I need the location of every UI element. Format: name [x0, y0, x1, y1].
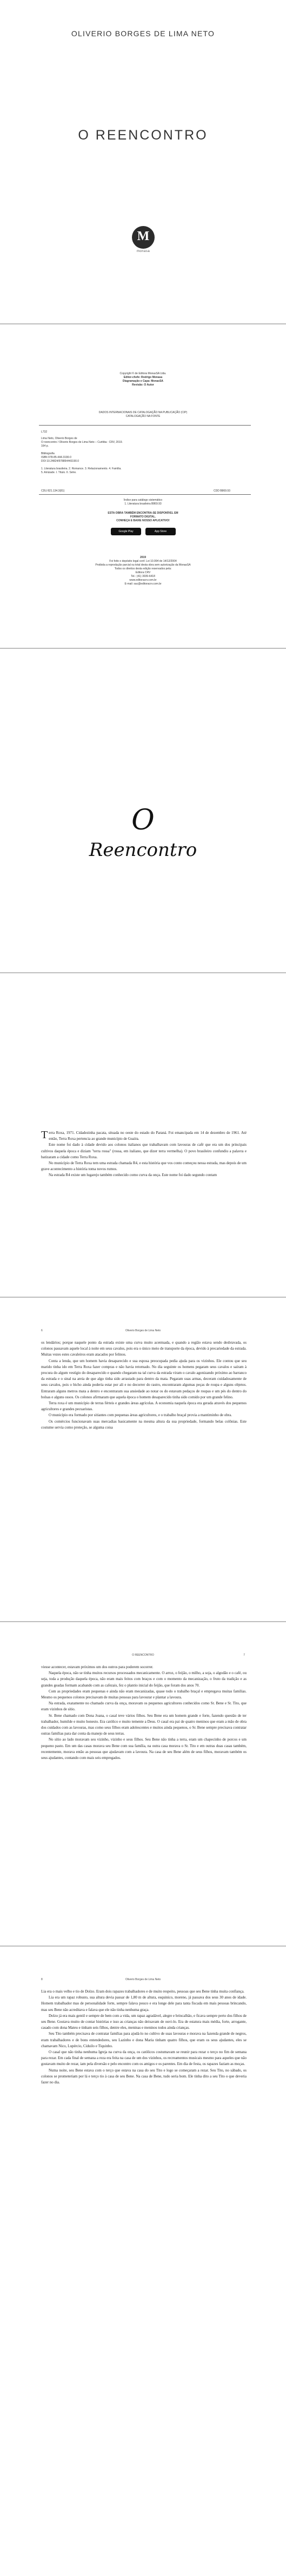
- app-store-badge[interactable]: App Store: [145, 528, 176, 535]
- credits-block: [0, 372, 286, 387]
- header-author: Oliverio Borges de Lima Neto: [125, 1978, 161, 1981]
- imprint-line: Tel.: (41) 3039-6418: [131, 575, 155, 578]
- publisher-logo-icon: [132, 226, 155, 249]
- catalog-line: [41, 463, 247, 467]
- chapter-body: [41, 1130, 247, 1179]
- paragraph-text: erra Roxa, 1971. Cidadezinha pacata, situada no oeste do estado do Paraná. Foi emancipada em 14 de dezembro de 1961. Até então, Terra Roxa pertencia ao grande município de Guaíra.: [49, 1131, 247, 1141]
- header-title: O REENCONTRO: [132, 1654, 154, 1657]
- credit-line: Copyright © de Editora MonasSA Ltda.: [119, 372, 167, 375]
- index-line: 1. Literatura brasileira B869.93: [124, 502, 162, 506]
- paragraph: [41, 1130, 247, 1142]
- logo-letter: M: [137, 229, 150, 243]
- copyright-page: [0, 324, 286, 648]
- catalog-line: 1. Literatura brasileira. 2. Romance. 3. Relacionamento. 4. Família.: [41, 467, 122, 470]
- page-number: 6: [41, 1329, 43, 1332]
- imprint-block: [0, 556, 286, 586]
- imprint-line: Todos os direitos desta edição reservados pela:: [114, 567, 172, 570]
- ebook-line: CONHEÇA E BAIXE NOSSO APLICATIVO!: [116, 519, 170, 522]
- paragraph: viesse acontecer, estavam próximos um dos outros para poderem socorrer.: [41, 1665, 154, 1669]
- ebook-line: ESTA OBRA TAMBÉM ENCONTRA-SE DISPONÍVEL EM: [108, 512, 178, 515]
- paragraph: O casal que não tinha nenhuma Igreja na curva da onça, os católicos costumavam se reunir para rezar o terço no fim de semana para rezar. Em cada final de semana a reza era feita na casa de um dos vizinhos, os recreamentos musicais mesmo para aqueles que não gostavam muito de rezar, iam pela diversão e pelo encontro com os amigos e os parentes. Em dia de festa, os rapazes faziam as moças.: [41, 2050, 247, 2067]
- paragraph: Com as propriedades eram pequenas e ainda não eram mecanizadas, quase todo o trabalho braçal e empregava muitas famílias. Mesmo os pequenos colonos precisavam de muitas pessoas para lavourar e plantar a lavoura.: [41, 1689, 247, 1700]
- page-number: 7: [243, 1654, 245, 1657]
- paragraph: Na estrada, exatamente no chamado curva da onça, moravam os pequenos agricultores conhecidos como Sr. Bene e Sr. Tito, que eram vizinhos de sítio.: [41, 1701, 247, 1712]
- paragraph: Os comércios funcionavam suas mercadias basicamente na mesma altura da sua propriedade, formando belas colônias. Este costume servia como proteção, se alguma coisa: [41, 1419, 247, 1430]
- catalog-line: 164 p.: [41, 444, 49, 448]
- page-body: [41, 1989, 247, 2086]
- paragraph: Terra roxa é um município de terras férteis e grandes áreas agrícolas. A economia naquela época era gerada através dos pequenos agricultores e grandes pecuaristas.: [41, 1401, 247, 1412]
- paragraph: Numa noite, seu Bene estava com o terço que estava na casa do seu Tito e logo se começaram a rezar. Seu Tito, no sábado, os colonos se prometeriam por lá e terço tio à casa de seu Bene. Na casa de Bene, tudo seria bom. Ele tinha dito a seu Tito o que deveria fazer no dia.: [41, 2068, 247, 2085]
- catalog-body: [41, 437, 247, 475]
- text-page: [0, 1947, 286, 2576]
- page-body: [41, 1340, 247, 1431]
- page-number: 8: [41, 1978, 43, 1981]
- catalog-heading: [0, 411, 286, 419]
- publisher-logo-text: monasa: [136, 250, 150, 253]
- catalog-line: [41, 448, 247, 452]
- catalog-line: Bibliografia: [41, 452, 55, 455]
- index-block: [0, 499, 286, 506]
- paragraph: No sítio ao lado moravam seu vizinho, vizinho e seus filhos. Seu Bene não tinha a terra, eram um chapecinho de porcos e um pequeno pasto. Em um das casas morava seu Bene com sua família, na outra casa morava o Sr. Tito e em outras duas casas também, recentemente, morava então as pessoas que ajudavam com a lavoura. Na casa de seu Bene além de seus filhos, moravam também os seus ajudantes, contando com mais seis empregados.: [41, 1737, 247, 1761]
- title-o: O: [131, 804, 155, 836]
- catalog-line: 5. Amizade. I. Título. II. Série.: [41, 471, 77, 474]
- paragraph: Sr. Bene chamado com Dona Joana, o casal teve vários filhos. Seu Bene era um homem grande e forte, fazendo questão de ter trabalhador, humilde e muito honesto. Era católico e muito temente a Deus. O casal era pai de quatro meninos que eram a mão de obra dos cuidados com as lavouras, mas como seus filhos eram adolescentes e muitos ainda pequenos, o Sr. Bene sempre precisava contratar outras famílias para dar conta da manejo de seus terras.: [41, 1713, 247, 1736]
- catalog-rule-top: [39, 425, 251, 426]
- paragraph: Na estrada R4 existe um lugarejo também conhecido como curva da onça. Este nome foi dado segundo contam: [49, 1173, 217, 1178]
- imprint-line: 2019: [139, 556, 147, 559]
- catalog-rule-bottom: [39, 494, 251, 495]
- header-author: Oliverio Borges de Lima Neto: [125, 1329, 161, 1332]
- text-page: [0, 1622, 286, 1946]
- google-play-badge[interactable]: Google Play: [111, 528, 141, 535]
- credit-line: Diagramação e Capa: MonasSA: [122, 380, 164, 383]
- title-reencontro: Reencontro: [89, 839, 197, 861]
- paragraph: No município de Terra Roxa tem uma estrada chamada R4, e esta história que vos conto começou nessa estrada, mas depois de um grave acontecimento a história toma novos rumos.: [41, 1161, 247, 1172]
- text-page: [0, 1298, 286, 1621]
- ebook-line: FORMATO DIGITAL.: [130, 515, 156, 519]
- credit-line: Revisão: O Autor: [132, 383, 154, 387]
- paragraph: Naquela época, não se tinha muitos recursos processados mecanicamente. O arroz, o feijão, o milho, a soja, o algodão e o café, ou seja, toda a produção daquela época, não eram mais feitos com braços e com o momento da mecanização, o fruto da tradição e as grandes geadas formam acabando com as cafezais, fez o plantio inicial do feijão, que foram dos anos 70.: [41, 1671, 247, 1688]
- paragraph: Seu Tito também precisava de contratar famílias para ajudá-lo no cultivo de suas lavouras e morava na fazenda grande de negros, eram trabalhadores e de bons entendedores, seu Lazinho e dona Maria tinham quatro filhos, que eram os seus ajudantes, eles se chamavam Nico, Lupércio, Ciduilo e Tiquinho.: [41, 2031, 247, 2048]
- cdd-code: CDD B869.93: [214, 489, 230, 493]
- paragraph: os lendários; porque naquele ponto da estrada existe uma curva muito acentuada, e quando a região estava sendo desbravada, os colonos passavam aquele local à noite em seus cavalos, pois era o único meio de transporte da época, devido à precariedade da estrada. Muitas vezes estes cavaleiros eram atacados por felinos.: [41, 1340, 247, 1357]
- catalog-line: DOI 10.24824/978854443190.0: [41, 460, 79, 463]
- ebook-notice: [0, 512, 286, 523]
- paragraph: Conta a lenda, que um homem havia desaparecido e sua esposa preocupada pedia ajuda para os vizinhos. Ele contou que seu marido tinha ido em Terra Roxa fazer compras e não havia retornado. No dia seguinte os homens pegaram seus cavalos e saíram à procura do algum vestígio do desaparecido e quando chegaram na tal curva da estrada viram o cavalo agonizando próximo ao barranco da estrada e o sinal na areia de que algo tinha sido arrastado para dentro da mata. Pegaram suas armas, deceram cuidadosamente de seus cavalos, pois o bicho ainda poderia estar por ali e no decorrer do rastro, encontraram algumas peças de roupa e alguns objetos. Entraram alguns metros mata a dentro e encontraram sua ansiedade ao notar os do estavam pedaços de roupas e um pés do dentro do bolsas e alguns ossos. Os colonos afirmaram que aquela época o homem desaparecido tinha sido comido por um grande felino.: [41, 1358, 247, 1399]
- credit-line: Editor-chefe: Rodrigo Monasa: [123, 376, 163, 379]
- paragraph: Lia era um rapaz robusto, sua altura devia passar de 1,80 m de altura, esquinico, moreno, já passava dos seus 30 anos de idade. Homem trabalhador mas de personalidade forte, sempre falava pouco e era longe dele para tanta fiscada em mais pessoas brincando, mas seu Bene não acreditava e falava que ele não tinha nenhuma graça.: [41, 1995, 247, 2012]
- chapter-opening-page: [0, 973, 286, 1297]
- catalog-subheading-line: CATALOGAÇÃO NA FONTE: [125, 415, 161, 418]
- imprint-line: Proibida a reprodução parcial ou total desta obra sem autorização da MonasSA: [95, 563, 191, 567]
- imprint-line: Editora CRV: [135, 571, 151, 574]
- paragraph: Dolzo já era mais gentil e sempre de bem com a vida, um rapaz agradável, alegre e brincalhão, e ficava sempre perto dos filhos de seu Bene. Gostava muito de contar histórias e isso as crianças não deixavam de ouvi-lo. Era de estatura mais média, forte, arrogante, casado com dona Mateu e tinham seis filhos, dentre eles, meninas e meninos todos ainda crianças.: [41, 2013, 247, 2030]
- book-title: O REENCONTRO: [78, 128, 208, 143]
- imprint-line: www.editoracrv.com.br: [129, 579, 157, 582]
- index-line: Índice para catálogo sistemático: [123, 499, 163, 502]
- paragraph: O município era formado por sitiantes com pequenas áreas agricultores, e o trabalho braçal provia a mantiminho de obra.: [49, 1413, 232, 1418]
- half-title-page: [0, 0, 286, 323]
- catalog-code: L732: [41, 430, 48, 434]
- catalog-heading-line: DADOS INTERNACIONAIS DE CATALOGAÇÃO NA PUBLICAÇÃO (CIP): [98, 411, 188, 414]
- page-body: [41, 1664, 247, 1761]
- paragraph: Lia era o mais velho e tio de Dolzo. Eram dois rapazes trabalhadores e de muito respeito, pessoas que seu Bene tinha muita confiança.: [41, 1989, 244, 1994]
- author-name: OLIVERIO BORGES DE LIMA NETO: [71, 29, 215, 38]
- catalog-line: O reencontro / Oliverio Borges de Lima Neto – Curitiba : CRV, 2019.: [41, 441, 123, 444]
- catalog-line: ISBN 978-85-444-3190-0: [41, 456, 71, 459]
- catalog-line: Lima Neto, Oliverio Borges de: [41, 437, 77, 440]
- imprint-line: E-mail: sac@editoracrv.com.br: [124, 582, 162, 586]
- cdu-code: CDU 821.134.3(81): [41, 489, 65, 493]
- drop-cap: T: [41, 1129, 48, 1141]
- paragraph: Este nome foi dado à cidade devido aos colonos italianos que trabalhavam com lavouras de café que era um dos principais cultivos daquela época e diziam "terra rossa" (rossa, em italiano, que dizer terra vermelha). O povo brasileiro confundiu a palavra e batizaram a cidade como Terra Roxa.: [41, 1143, 247, 1159]
- imprint-line: Foi feito o depósito legal conf. Lei 10.994 de 14/12/2004: [109, 560, 177, 563]
- title-page: [0, 649, 286, 972]
